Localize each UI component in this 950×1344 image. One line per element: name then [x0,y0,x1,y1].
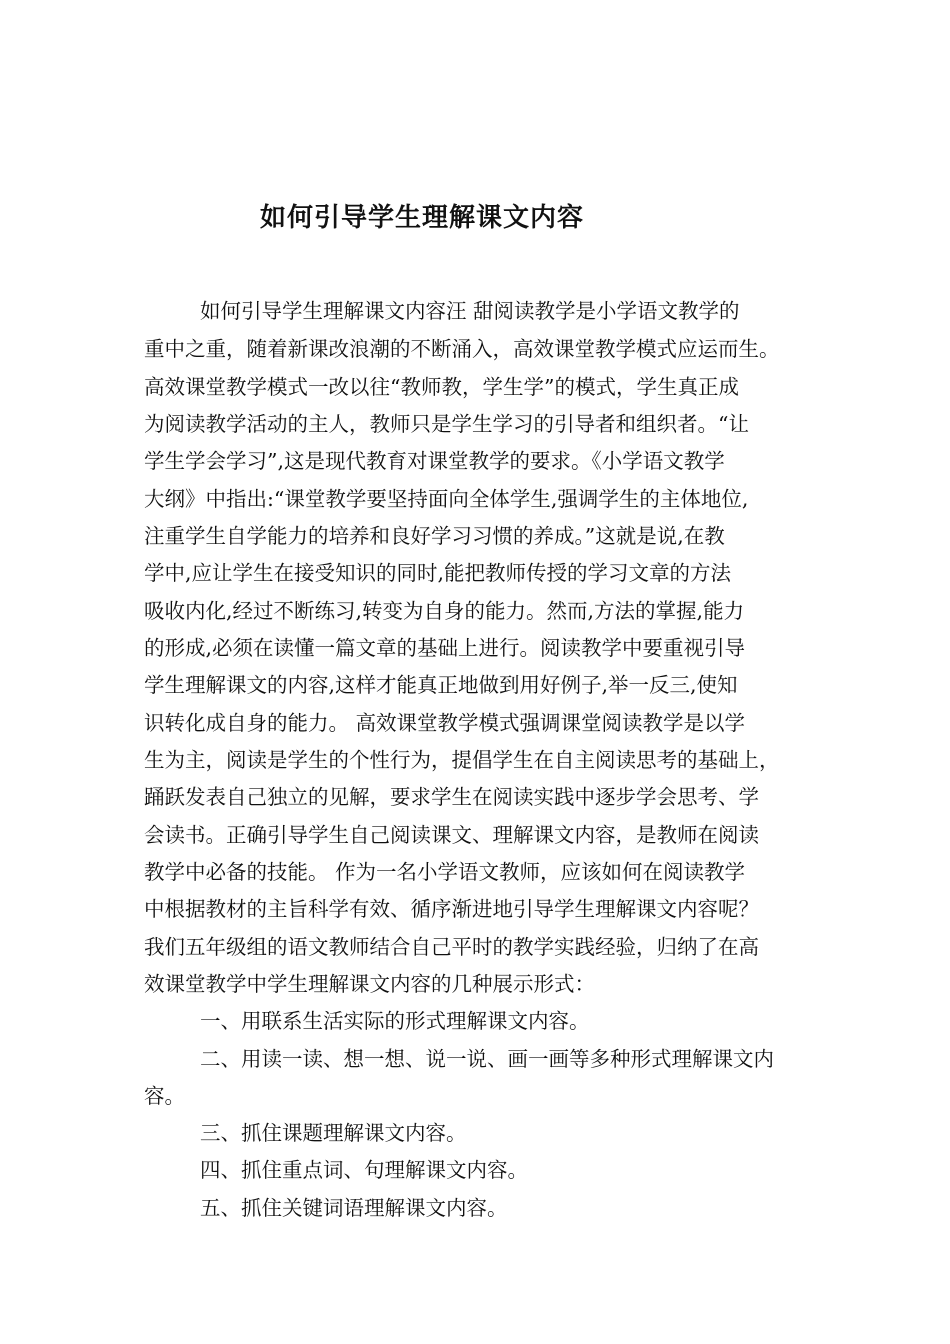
body-line: 会读书。正确引导学生自己阅读课文、理解课文内容，是教师在阅读 [144,823,759,847]
document-title: 如何引导学生理解课文内容 [260,203,585,233]
body-line: 为阅读教学活动的主人，教师只是学生学习的引导者和组织者。“让 [144,412,749,436]
body-line: 中根据教材的主旨科学有效、循序渐进地引导学生理解课文内容呢？ [144,897,759,921]
body-line: 学中,应让学生在接受知识的同时,能把教师传授的学习文章的方法 [144,561,732,585]
list-item: 一、用联系生活实际的形式理解课文内容。 [200,1009,590,1033]
body-line: 学生学会学习”,这是现代教育对课堂教学的要求。《小学语文教学 [144,449,725,473]
body-line: 重中之重，随着新课改浪潮的不断涌入，高效课堂教学模式应运而生。 [144,337,780,361]
body-line: 如何引导学生理解课文内容汪 甜阅读教学是小学语文教学的 [200,299,740,323]
body-line: 踊跃发表自己独立的见解，要求学生在阅读实践中逐步学会思考、学 [144,785,759,809]
list-item-continuation: 容。 [144,1084,185,1108]
body-line: 教学中必备的技能。 作为一名小学语文教师，应该如何在阅读教学 [144,860,746,884]
body-line: 吸收内化,经过不断练习,转变为自身的能力。然而,方法的掌握,能力 [144,599,745,623]
body-line: 识转化成自身的能力。 高效课堂教学模式强调课堂阅读教学是以学 [144,711,746,735]
body-line: 的形成,必须在读懂一篇文章的基础上进行。阅读教学中要重视引导 [144,636,746,660]
body-line: 注重学生自学能力的培养和良好学习习惯的养成。”这就是说,在教 [144,524,725,548]
body-line: 高效课堂教学模式一改以往“教师教，学生学”的模式，学生真正成 [144,375,739,399]
list-item: 二、用读一读、想一想、说一说、画一画等多种形式理解课文内 [200,1047,774,1071]
body-line: 大纲》中指出:“课堂教学要坚持面向全体学生,强调学生的主体地位, [144,487,749,511]
list-item: 五、抓住关键词语理解课文内容。 [200,1196,508,1220]
body-line: 生为主，阅读是学生的个性行为，提倡学生在自主阅读思考的基础上， [144,748,780,772]
list-item: 三、抓住课题理解课文内容。 [200,1121,467,1145]
body-line: 效课堂教学中学生理解课文内容的几种展示形式： [144,972,595,996]
body-line: 我们五年级组的语文教师结合自己平时的教学实践经验，归纳了在高 [144,935,759,959]
body-line: 学生理解课文的内容,这样才能真正地做到用好例子,举一反三,使知 [144,673,738,697]
list-item: 四、抓住重点词、句理解课文内容。 [200,1158,528,1182]
